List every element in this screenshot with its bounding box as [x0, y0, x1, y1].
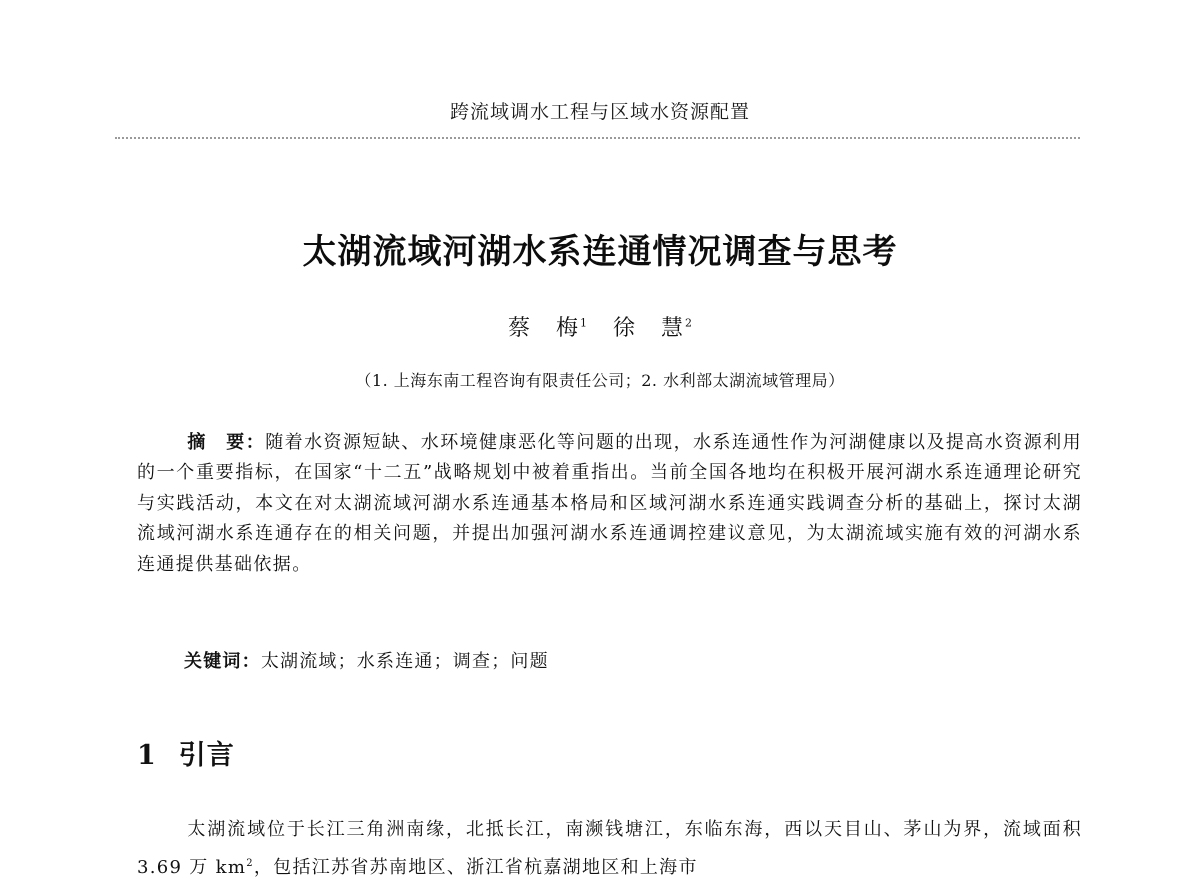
author-1 [508, 311, 587, 342]
abstract-text: 随着水资源短缺、水环境健康恶化等问题的出现，水系连通性作为河湖健康以及提高水资源利用的一个重要指标，在国家“十二五”战略规划中被着重指出。当前全国各地均在积极开展河湖水系连通理论研究与实践活动，本文在对太湖流域河湖水系连通基本格局和区域河湖水系连通实践调查分析的基础上，探讨太湖流域河湖水系连通存在的相关问题，并提出加强河湖水系连通调控建议意见，为太湖流域实施有效的河湖水系连通提供基础依据。 [137, 432, 1082, 575]
keywords [184, 647, 549, 673]
keywords-text: 太湖流域；水系连通；调查；问题 [260, 651, 549, 672]
body-paragraph [137, 813, 1082, 885]
author-2 [613, 311, 692, 342]
unit-superscript: 2 [246, 858, 254, 869]
running-header: 跨流域调水工程与区域水资源配置 [449, 101, 750, 123]
keywords-label: 关键词： [184, 651, 261, 672]
section-heading [137, 733, 235, 772]
section-title: 引言 [178, 740, 235, 771]
author-list [0, 311, 1200, 342]
abstract [137, 428, 1082, 580]
author-name: 蔡 梅 [507, 316, 580, 341]
abstract-label: 摘 要： [187, 432, 266, 453]
affiliation-line: （1. 上海东南工程咨询有限责任公司；2. 水利部太湖流域管理局） [355, 371, 845, 390]
paper-title: 太湖流域河湖水系连通情况调查与思考 [302, 232, 898, 272]
author-affiliation-mark: 1 [580, 316, 587, 330]
author-affiliation-mark: 2 [685, 316, 693, 330]
author-name: 徐 慧 [613, 316, 686, 341]
body-text-part-1: 太湖流域位于长江三角洲南缘，北抵长江，南濒钱塘江，东临东海，西以天目山、茅山为界，流域面积 3.69 万 km [137, 819, 1082, 878]
body-text-part-2: ，包括江苏省苏南地区、浙江省杭嘉湖地区和上海市 [253, 857, 698, 878]
section-number: 1 [137, 740, 157, 771]
header-divider [115, 137, 1080, 139]
